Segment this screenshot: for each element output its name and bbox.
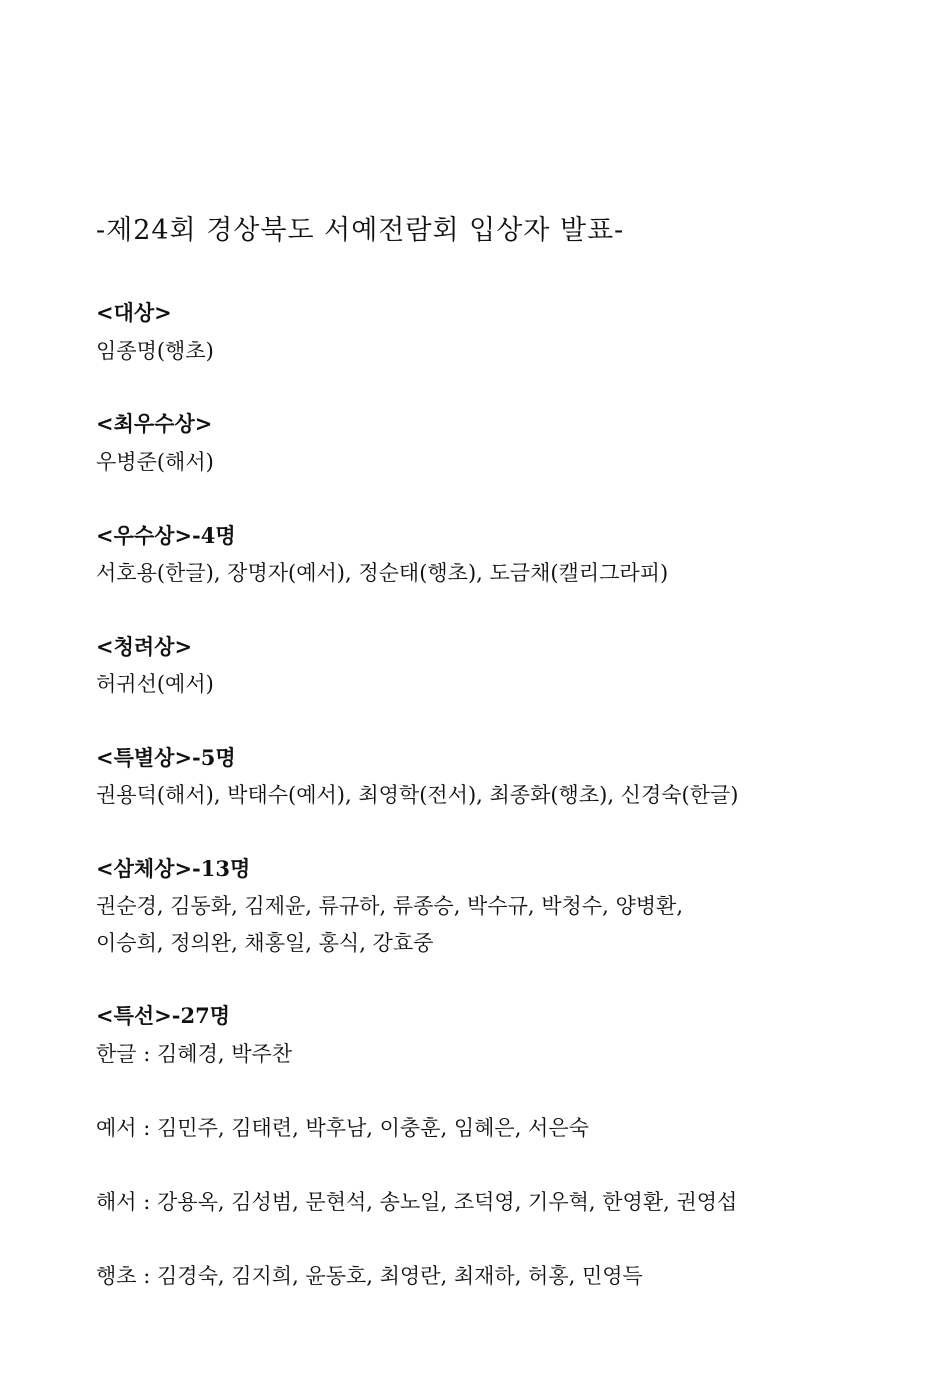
section-line: 행초 : 김경숙, 김지희, 윤동호, 최영란, 최재하, 허홍, 민영득 [96,1264,643,1288]
section-heading-grand-prize: <대상> [96,300,172,325]
section-line: 해서 : 강용옥, 김성범, 문현석, 송노일, 조덕영, 기우혁, 한영환, 권영섭 [96,1190,738,1214]
section-heading-top-prize: <최우수상> [96,411,213,436]
section-heading-cheongryeo-prize: <청려상> [96,634,193,659]
section-heading-special-selection: <특선>-27명 [96,1003,230,1028]
section-line: 우병준(해서) [96,450,214,474]
section-heading-three-style-prize: <삼체상>-13명 [96,856,251,881]
section-heading-excellence-prize: <우수상>-4명 [96,523,236,548]
section-heading-special-prize: <특별상>-5명 [96,745,236,770]
section-line: 예서 : 김민주, 김태련, 박후남, 이충훈, 임혜은, 서은숙 [96,1116,589,1140]
section-line: 한글 : 김혜경, 박주찬 [96,1042,293,1066]
section-line: 허귀선(예서) [96,672,214,696]
section-line: 서호용(한글), 장명자(예서), 정순태(행초), 도금채(캘리그라피) [96,561,669,585]
section-line: 권용덕(해서), 박태수(예서), 최영학(전서), 최종화(행초), 신경숙(한글) [96,783,739,807]
section-line: 이승희, 정의완, 채홍일, 홍식, 강효중 [96,931,434,955]
section-line: 권순경, 김동화, 김제윤, 류규하, 류종승, 박수규, 박청수, 양병환, [96,894,683,918]
document-title: -제24회 경상북도 서예전람회 입상자 발표- [96,215,625,246]
section-line: 임종명(행초) [96,339,214,363]
